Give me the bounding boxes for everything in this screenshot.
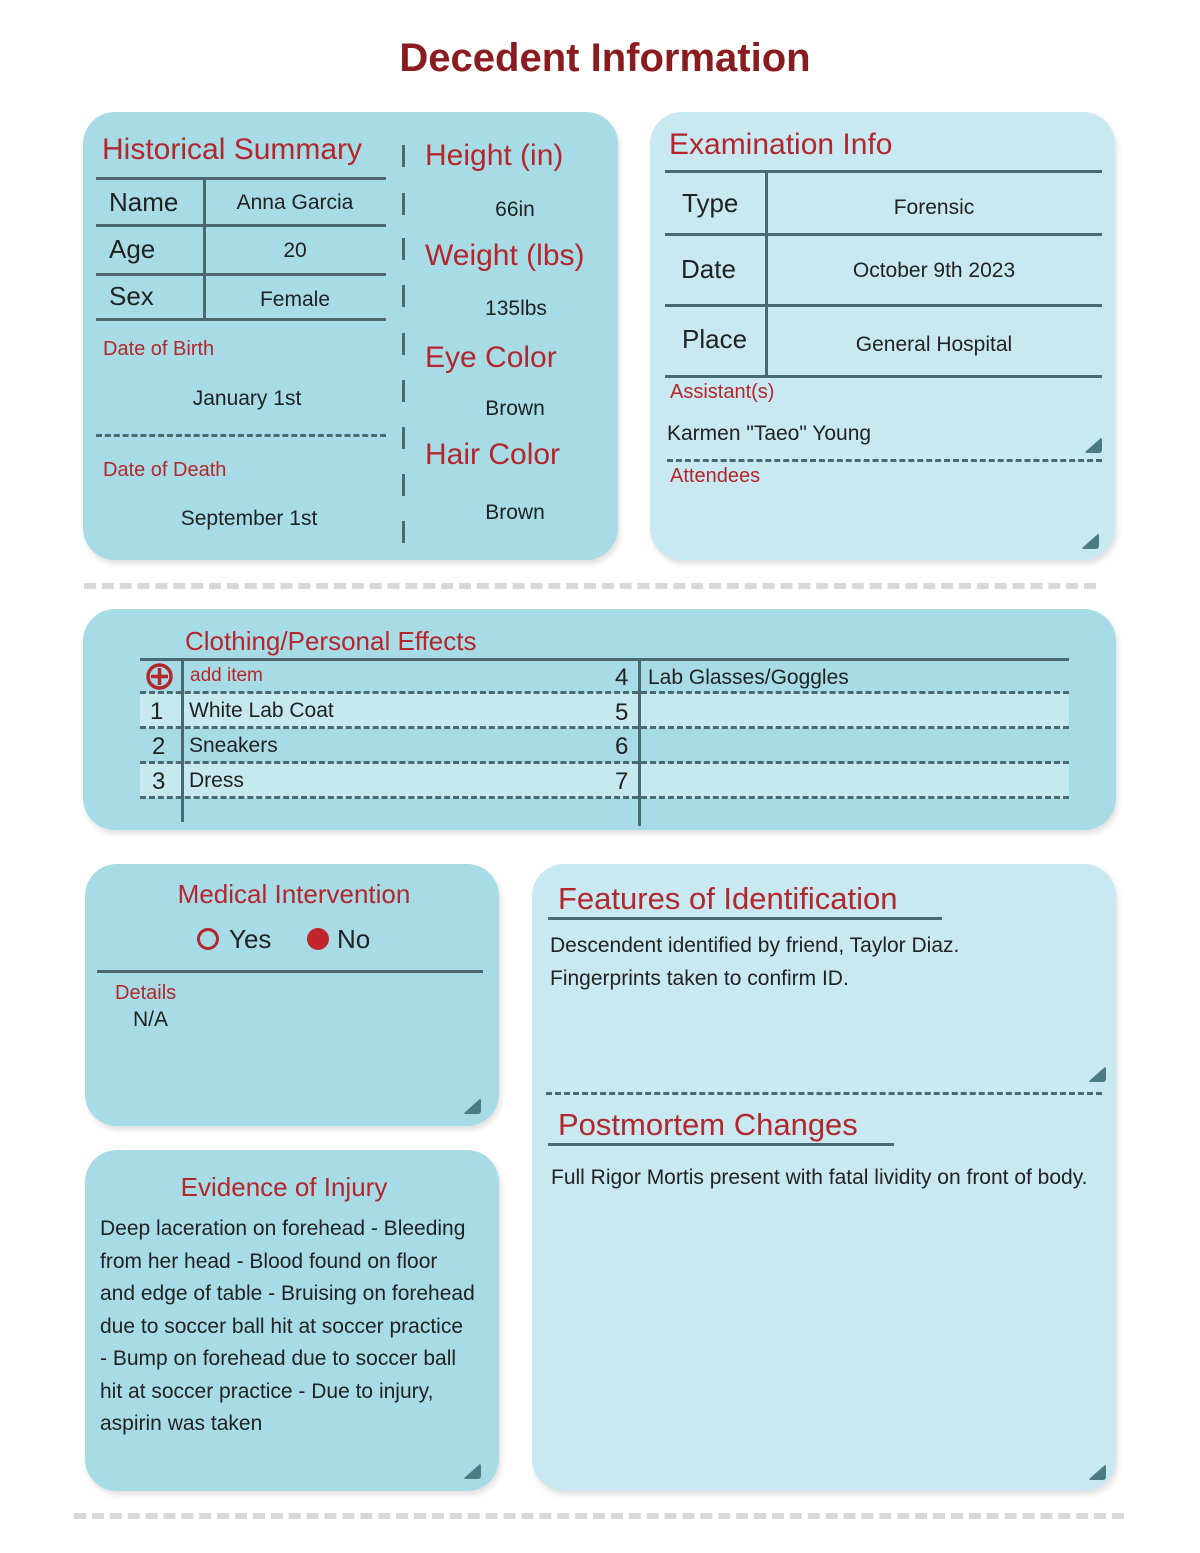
resize-handle-icon[interactable] [1081,533,1099,549]
postmortem-text[interactable]: Full Rigor Mortis present with fatal lividity on front of body. [551,1166,1088,1189]
item-number: 6 [615,733,629,760]
section-separator [84,583,1096,589]
eye-color-value[interactable]: Brown [485,397,545,420]
yes-radio[interactable] [196,927,220,951]
eye-color-label: Eye Color [425,341,557,374]
item-text[interactable]: Lab Glasses/Goggles [648,666,849,689]
height-label: Height (in) [425,139,564,172]
no-label: No [337,924,371,954]
item-text[interactable]: Dress [189,769,244,792]
postmortem-heading: Postmortem Changes [558,1107,858,1142]
item-number: 3 [152,768,166,795]
sex-value[interactable]: Female [259,288,331,311]
details-label: Details [115,982,177,1004]
assistants-label: Assistant(s) [670,381,775,403]
page-title: Decedent Information [399,36,811,80]
attendees-label: Attendees [670,465,761,487]
exam-type-label: Type [682,188,739,218]
features-text[interactable]: Descendent identified by friend, Taylor Diaz. Fingerprints taken to confirm ID. [550,934,960,990]
item-text[interactable]: White Lab Coat [189,699,334,722]
add-circle-icon[interactable] [146,663,173,690]
exam-place-value[interactable]: General Hospital [855,333,1013,356]
dod-value[interactable]: September 1st [180,507,318,530]
exam-date-value[interactable]: October 9th 2023 [852,259,1016,282]
height-value[interactable]: 66in [495,198,535,221]
assistants-value[interactable]: Karmen "Taeo" Young [667,422,872,445]
resize-handle-icon[interactable] [1088,1066,1106,1082]
weight-value[interactable]: 135lbs [485,297,547,320]
injury-text[interactable]: Deep laceration on forehead - Bleeding from her head - Blood found on floor and edge of table - Bruising on forehead due to soccer ball hit at soccer practice - Bump on forehead due to soccer ball hit at soccer practice - Due to injury, aspirin was taken [100,1217,475,1435]
name-label: Name [109,187,179,217]
dob-label: Date of Birth [103,338,215,360]
exam-date-label: Date [681,254,736,284]
details-value[interactable]: N/A [133,1008,169,1031]
hair-color-label: Hair Color [425,438,561,471]
historical-summary-heading: Historical Summary [102,133,363,166]
no-radio[interactable] [306,927,330,951]
resize-handle-icon[interactable] [463,1463,481,1479]
item-number: 2 [152,733,166,760]
item-text[interactable]: Sneakers [189,734,278,757]
clothing-heading: Clothing/Personal Effects [185,626,477,656]
dob-value[interactable]: January 1st [192,387,302,410]
add-item-button[interactable]: add item [190,665,263,686]
medical-heading: Medical Intervention [177,879,411,909]
item-number: 7 [615,768,629,795]
exam-type-value[interactable]: Forensic [893,196,975,219]
dod-label: Date of Death [103,459,227,481]
examination-info-heading: Examination Info [669,128,893,161]
exam-place-label: Place [682,324,748,354]
sex-label: Sex [109,281,154,311]
yes-label: Yes [229,924,272,954]
resize-handle-icon[interactable] [1084,437,1102,453]
resize-handle-icon[interactable] [463,1098,481,1114]
resize-handle-icon[interactable] [1088,1464,1106,1480]
item-number: 5 [615,699,629,726]
name-value[interactable]: Anna Garcia [236,191,354,214]
age-label: Age [109,234,156,264]
hair-color-value[interactable]: Brown [485,501,545,524]
injury-heading: Evidence of Injury [180,1172,388,1202]
section-separator [74,1513,1124,1519]
age-value[interactable]: 20 [283,239,307,262]
features-heading: Features of Identification [558,881,898,916]
item-number: 1 [150,698,164,725]
weight-label: Weight (lbs) [425,239,585,272]
item-number: 4 [615,664,629,691]
